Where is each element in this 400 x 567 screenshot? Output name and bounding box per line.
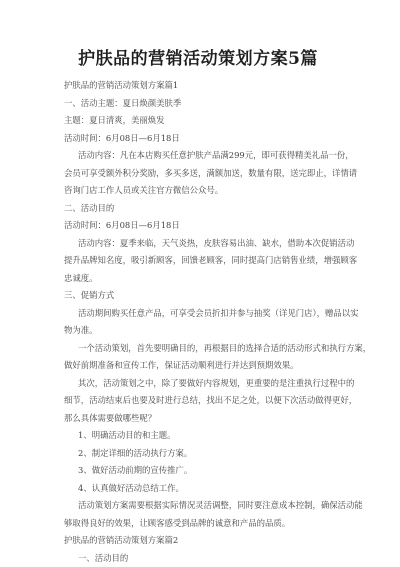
paragraph-line: 主题：夏日清爽，美丽焕发 <box>64 112 332 130</box>
paragraph-line: 三、促销方式 <box>64 287 332 305</box>
paragraph-line: 提升品牌知名度，吸引新顾客，回馈老顾客，同时提高门店销售业绩，增强顾客 <box>64 252 332 270</box>
paragraph-line: 活动内容：凡在本店购买任意护肤产品满299元，即可获得精美礼品一份， <box>64 147 332 165</box>
paragraph-line: 会员可享受额外积分奖励，多买多送，满额加送，数量有限，送完即止，详情请 <box>64 165 332 183</box>
paragraph-line: 那么具体需要做哪些呢？ <box>64 410 332 428</box>
document-title: 护肤品的营销活动策划方案5篇 <box>64 44 332 69</box>
paragraph-line: 活动时间：6月08日—6月18日 <box>64 217 332 235</box>
paragraph-line: 一、活动目的 <box>64 550 332 567</box>
paragraph-line: 一、活动主题：夏日焕颜美肤季 <box>64 95 332 113</box>
paragraph-line: 3、做好活动前期的宣传推广。 <box>64 462 332 480</box>
paragraph-line: 护肤品的营销活动策划方案篇1 <box>64 77 332 95</box>
paragraph-line: 一个活动策划，首先要明确目的，再根据目的选择合适的活动形式和执行方案， <box>64 340 332 358</box>
paragraph-line: 活动策划方案需要根据实际情况灵活调整，同时要注意成本控制，确保活动能 <box>64 497 332 515</box>
paragraph-line: 细节，活动结束后也要及时进行总结，找出不足之处，以便下次活动做得更好， <box>64 392 332 410</box>
paragraph-line: 活动时间：6月08日—6月18日 <box>64 130 332 148</box>
paragraph-line: 物为准。 <box>64 322 332 340</box>
paragraph-line: 活动期间购买任意产品，可享受会员折扣并参与抽奖（详见门店），赠品以实 <box>64 305 332 323</box>
paragraph-line: 忠诚度。 <box>64 270 332 288</box>
paragraph-line: 4、认真做好活动总结工作。 <box>64 480 332 498</box>
paragraph-line: 活动内容：夏季来临，天气炎热，皮肤容易出油、缺水，借助本次促销活动 <box>64 235 332 253</box>
document-body <box>64 77 332 567</box>
paragraph-line: 做好前期准备和宣传工作，保证活动顺利进行并达到预期效果。 <box>64 357 332 375</box>
paragraph-line: 咨询门店工作人员或关注官方微信公众号。 <box>64 182 332 200</box>
paragraph-line: 其次，活动策划之中，除了要做好内容规划，更重要的是注重执行过程中的 <box>64 375 332 393</box>
paragraph-line: 二、活动目的 <box>64 200 332 218</box>
paragraph-line: 1、明确活动目的和主题。 <box>64 427 332 445</box>
paragraph-line: 护肤品的营销活动策划方案篇2 <box>64 532 332 550</box>
paragraph-line: 够取得良好的效果，让顾客感受到品牌的诚意和产品的品质。 <box>64 515 332 533</box>
paragraph-line: 2、制定详细的活动执行方案。 <box>64 445 332 463</box>
